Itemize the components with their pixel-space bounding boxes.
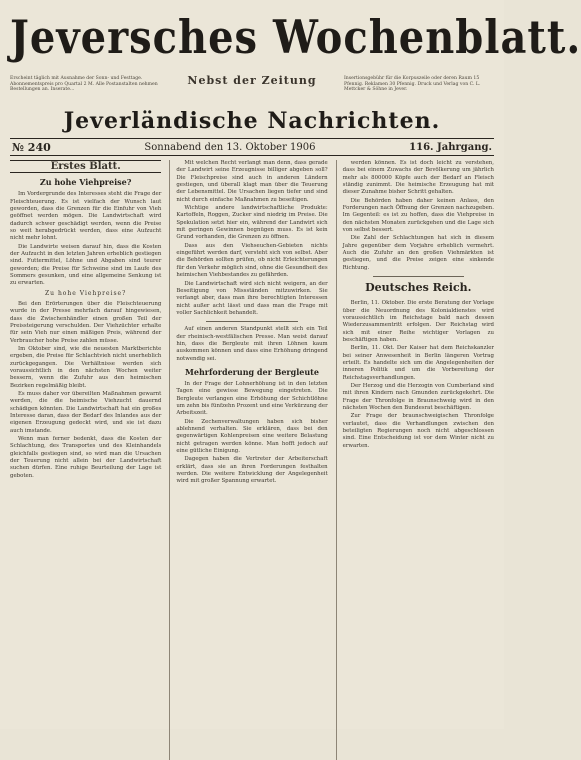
- paragraph: Die Zechenverwaltungen haben sich bisher ablehnend verhalten. Sie erklären, dass bei den gegenwärtigen Kohlenpreisen eine weitere Belastung nicht getragen werden könne. Man hofft jedoch auf eine gütliche Einigung.: [176, 418, 328, 455]
- divider: [373, 276, 464, 277]
- paragraph: Berlin, 11. Oktober. Die erste Beratung der Vorlage über die Neuordnung des Kolonialdienstes wird voraussichtlich im Reichstage bald nach dessen Wiederzusammentritt erfolgen. Der Reichstag wird sich mit einer Reihe wichtiger Vorlagen zu beschäftigen haben.: [342, 300, 494, 343]
- divider: [206, 321, 297, 322]
- paragraph: Im Vordergrunde des Interesses steht die Frage der Fleischteuerung. Es ist vielfach der Wunsch laut geworden, dass die Grenzen für die Einfuhr von Vieh geöffnet werden mögen. Die Landwirtschaft wird dadurch schwer geschädigt werden, wenn die Preise so weit herabgedrückt werden, dass eine Aufzucht nicht mehr lohnt.: [10, 191, 162, 242]
- paragraph: Die Landwirtschaft wird sich nicht weigern, an der Beseitigung von Missständen mitzuwirken. Sie verlangt aber, dass man ihre berechtigten Interessen nicht außer acht lässt und dass man die Frage mit voller Sachlichkeit behandelt.: [176, 280, 328, 316]
- issue-year: 116. Jahrgang.: [409, 141, 492, 153]
- column-2: [169, 160, 327, 760]
- article-title: Zu hohe Viehpreise?: [39, 177, 132, 188]
- paragraph: Auf einen anderen Standpunkt stellt sich ein Teil der rheinisch-westfälischen Presse. Man weist darauf hin, dass die Bergleute mit ihren Löhnen kaum auskommen können und dass eine Erhöhung dringend notwendig sei.: [176, 326, 328, 362]
- column-3: [336, 160, 494, 760]
- paragraph: Die Zahl der Schlachtungen hat sich in diesem Jahre gegenüber dem Vorjahre erheblich vermehrt. Auch die Zufuhr an den großen Viehmärkten ist gestiegen, und die Preise zeigen eine sinkende Richtung.: [342, 235, 494, 271]
- paragraph: Der Herzog und die Herzogin von Cumberland sind mit ihren Kindern nach Gmunden zurückgekehrt. Die Frage der Thronfolge in Braunschweig wird in den nächsten Wochen den Bundesrat beschäftigen.: [342, 382, 494, 411]
- section-title: Deutsches Reich.: [365, 281, 472, 295]
- paragraph: Zur Frage der braunschweigischen Thronfolge verlautet, dass die Verhandlungen zwischen den beteiligten Regierungen noch nicht abgeschlossen sind. Eine Entscheidung ist vor dem Winter nicht zu erwarten.: [342, 413, 494, 449]
- paragraph: Berlin, 11. Okt. Der Kaiser hat dem Reichskanzler bei seiner Anwesenheit in Berlin längeren Vortrag erteilt. Es handelte sich um die Angelegenheiten der inneren Politik und um die Vorbereitung der Reichstagsverhandlungen.: [342, 345, 494, 381]
- paragraph: Die Landwirte weisen darauf hin, dass die Kosten der Aufzucht in den letzten Jahren erheblich gestiegen sind. Futtermittel, Löhne und Abgaben sind teurer geworden; die Preise für Schweine sind im Laufe des Sommers gesunken, und eine allgemeine Senkung ist zu erwarten.: [10, 243, 162, 287]
- column-1: [10, 160, 161, 760]
- paragraph: Es muss daher vor übereilten Maßnahmen gewarnt werden, die die heimische Viehzucht dauernd schädigen könnten. Die Landwirtschaft hat ein großes Interesse daran, dass der Bedarf des Inlandes aus der eigenen Erzeugung gedeckt wird, und sie ist dazu auch imstande.: [10, 390, 162, 434]
- article-subtitle: Zu hohe Viehpreise?: [45, 289, 127, 297]
- article-title: Mehrforderung der Bergleute: [185, 366, 319, 377]
- masthead-title: Jeversches Wochenblatt.: [10, 10, 581, 65]
- paragraph: Bei den Erörterungen über die Fleischteuerung wurde in der Presse mehrfach darauf hingewiesen, dass die Zwischenhändler einen großen Teil der Preissteigerung verschulden. Der Viehzüchter erhalte für sein Vieh nur einen mäßigen Preis, während der Verbraucher hohe Preise zahlen müsse.: [10, 300, 162, 344]
- article-columns: [10, 160, 494, 760]
- paragraph: Mit welchen Recht verlangt man denn, dass gerade der Landwirt seine Erzeugnisse billiger abgeben soll? Die Fleischpreise sind auch in anderen Ländern gestiegen, und überall klagt man über die Teuerung der Lebensmittel. Die Ursachen liegen tiefer und sind nicht durch einfache Maßnahmen zu beseitigen.: [176, 160, 328, 203]
- masthead-subtitle: Jeverländische Nachrichten.: [63, 108, 441, 134]
- paragraph: Dass aus den Viehseuchen-Gebieten nichts eingeführt werden darf, versteht sich von selbst. Aber die Behörden sollten prüfen, ob nicht Erleichterungen für den Verkehr möglich sind, ohne die Gesundheit des heimischen Viehbestandes zu gefährden.: [176, 242, 328, 279]
- issue-number: № 240: [12, 140, 51, 154]
- supplement-notice: Nebst der Zeitung: [187, 74, 317, 87]
- dateline: [10, 138, 494, 156]
- paragraph: In der Frage der Lohnerhöhung ist in den letzten Tagen eine gewisse Bewegung eingetreten. Die Bergleute verlangen eine Erhöhung der Schichtlöhne um zehn bis fünfzehn Prozent und eine Verkürzung der Arbeitszeit.: [176, 380, 328, 417]
- paragraph: Im Oktober sind, wie die neuesten Marktberichte ergeben, die Preise für Schlachtvieh nicht unerheblich zurückgegangen. Die Verhältnisse werden sich voraussichtlich in den nächsten Wochen weiter bessern, wenn die Zufuhr aus den heimischen Bezirken regelmäßig bleibt.: [10, 345, 162, 389]
- section-box-title: Erstes Blatt.: [10, 160, 161, 173]
- issue-date: Sonnabend den 13. Oktober 1906: [144, 141, 316, 153]
- paragraph: Die Behörden haben daher keinen Anlass, den Forderungen nach Öffnung der Grenzen nachzugeben. Im Gegenteil: es ist zu hoffen, dass die Viehpreise in den nächsten Monaten zurückgehen und die Lage sich von selbst bessert.: [342, 197, 494, 234]
- paragraph: Wenn man ferner bedenkt, dass die Kosten der Schlachtung, des Transportes und des Kleinhandels gleichfalls gestiegen sind, so wird man die Ursachen der Teuerung nicht allein bei der Landwirtschaft suchen dürfen. Eine ruhige Beurteilung der Lage ist geboten.: [10, 436, 162, 479]
- advertising-notice: Insertionsgebühr für die Korpuszeile oder deren Raum 15 Pfennig. Reklamen 30 Pfennig. Druck und Verlag von C. L. Mettcker & Söhne in Jever.: [343, 76, 481, 93]
- subscription-notice: Erscheint täglich mit Ausnahme der Sonn- und Festtage. Abonnementspreis pro Quartal 2 M. Alle Postanstalten nehmen Bestellungen an. Inserate...: [10, 76, 158, 93]
- masthead-notices: [10, 76, 494, 102]
- paragraph: Wichtige andere landwirtschaftliche Produkte: Kartoffeln, Roggen, Zucker sind niedrig im Preise. Die Spekulation setzt hier ein, während der Landwirt sich mit geringen Gewinnen begnügen muss. Es ist kein Grund vorhanden, die Grenzen zu öffnen.: [176, 205, 328, 241]
- paragraph: werden können. Es ist doch leicht zu verstehen, dass bei einem Zuwachs der Bevölkerung um jährlich mehr als 800000 Köpfe auch der Bedarf an Fleisch ständig zunimmt. Die heimische Erzeugung hat mit dieser Zunahme bisher Schritt gehalten.: [342, 160, 494, 196]
- paragraph: Dagegen haben die Vertreter der Arbeiterschaft erklärt, dass sie an ihren Forderungen festhalten werden. Die weitere Entwicklung der Angelegenheit wird mit großer Spannung erwartet.: [176, 456, 328, 485]
